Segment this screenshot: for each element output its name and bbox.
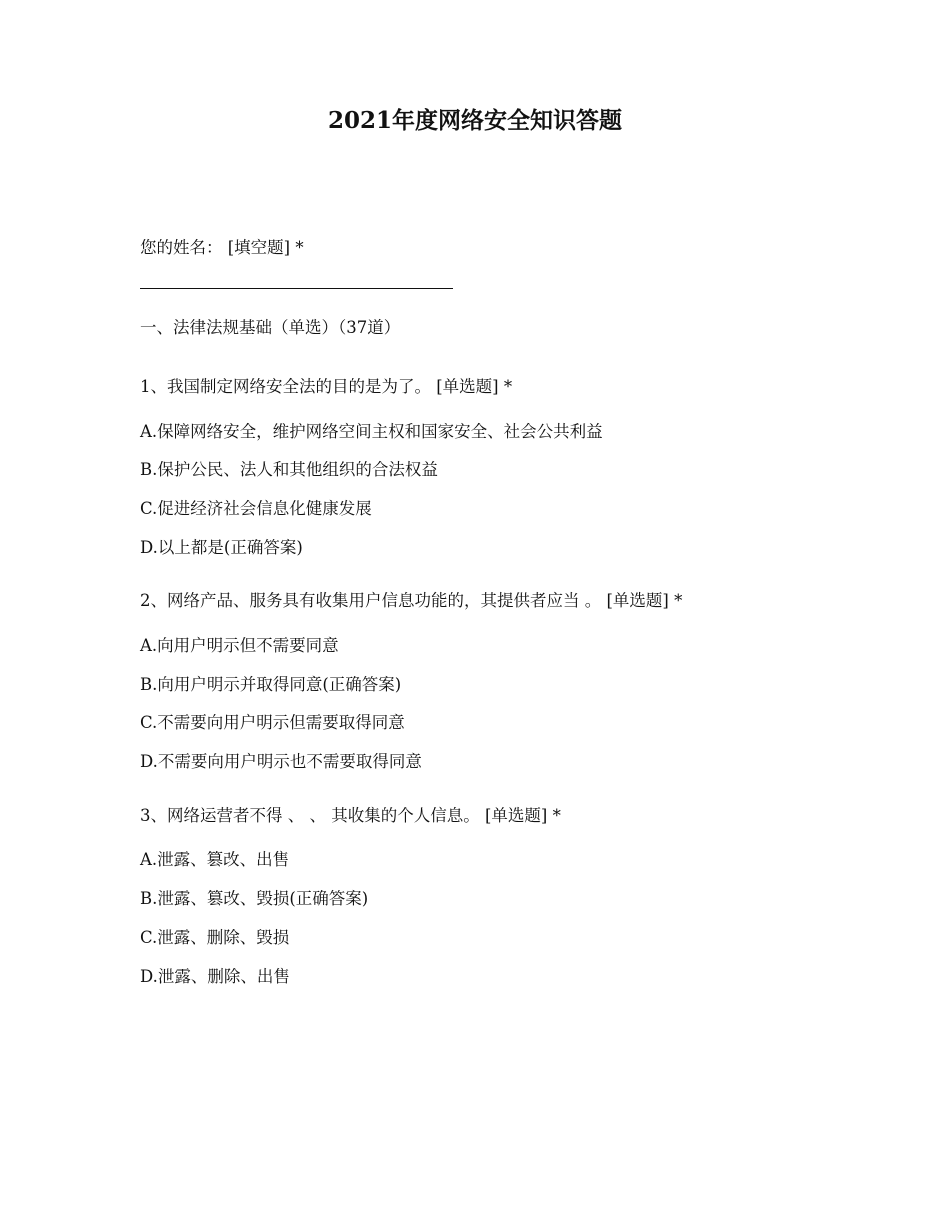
question-3-option-a[interactable]: A.泄露、篡改、出售 <box>140 850 290 869</box>
question-3-option-d[interactable]: D.泄露、删除、出售 <box>140 967 290 986</box>
question-2-text: 2、网络产品、服务具有收集用户信息功能的，其提供者应当 。 [单选题] * <box>140 591 683 610</box>
question-1-option-b[interactable]: B.保护公民、法人和其他组织的合法权益 <box>140 460 438 479</box>
question-1-option-a[interactable]: A.保障网络安全，维护网络空间主权和国家安全、社会公共利益 <box>140 422 603 441</box>
section-heading: 一、法律法规基础（单选）（37道） <box>140 318 401 337</box>
question-1-option-d[interactable]: D.以上都是(正确答案) <box>140 538 303 557</box>
question-3-text: 3、网络运营者不得 、 、 其收集的个人信息。 [单选题] * <box>140 806 561 825</box>
question-1-option-c[interactable]: C.促进经济社会信息化健康发展 <box>140 499 372 518</box>
question-2-option-a[interactable]: A.向用户明示但不需要同意 <box>140 636 339 655</box>
document-title: 2021年度网络安全知识答题 <box>327 107 622 134</box>
question-3-option-b[interactable]: B.泄露、篡改、毁损(正确答案) <box>140 889 369 908</box>
question-2-option-b[interactable]: B.向用户明示并取得同意(正确答案) <box>140 675 402 694</box>
question-1-text: 1、我国制定网络安全法的目的是为了。 [单选题] * <box>140 377 513 396</box>
name-question-label: 您的姓名： [填空题] * <box>140 238 304 257</box>
name-answer-blank[interactable] <box>140 288 453 289</box>
question-3-option-c[interactable]: C.泄露、删除、毁损 <box>140 928 290 947</box>
question-2-option-d[interactable]: D.不需要向用户明示也不需要取得同意 <box>140 752 422 771</box>
question-2-option-c[interactable]: C.不需要向用户明示但需要取得同意 <box>140 713 405 732</box>
